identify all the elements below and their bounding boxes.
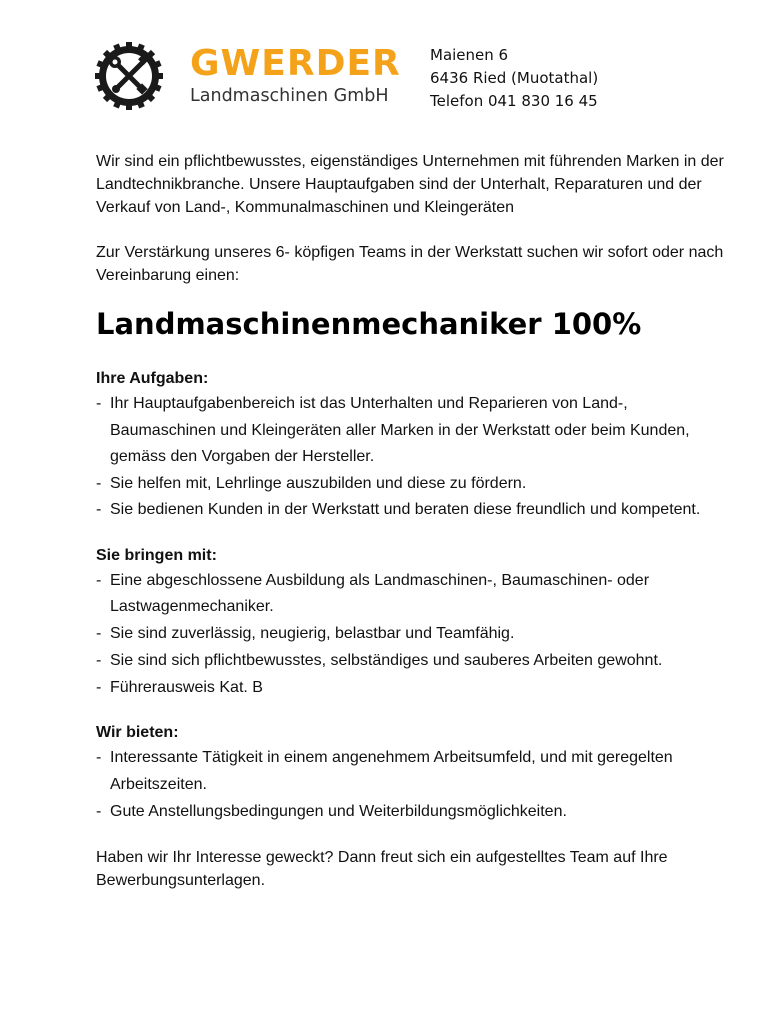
section-heading-offer: Wir bieten: <box>96 724 179 742</box>
brand-block <box>190 44 401 107</box>
job-posting-body <box>96 150 726 892</box>
offer-list <box>96 745 726 825</box>
list-item: - Sie bedienen Kunden in der Werkstatt und beraten diese freundlich und kompetent. <box>96 497 726 524</box>
company-address <box>430 44 598 113</box>
list-marker: - <box>96 501 102 518</box>
list-marker: - <box>96 651 102 669</box>
address-city: 6436 Ried (Muotathal) <box>430 69 599 87</box>
list-item: - Sie helfen mit, Lehrlinge auszubilden und diese zu fördern. <box>96 471 726 498</box>
list-item: - Gute Anstellungsbedingungen und Weiterbildungsmöglichkeiten. <box>96 799 726 826</box>
list-marker: - <box>96 395 102 412</box>
list-marker: - <box>96 678 102 696</box>
section-heading-requirements: Sie bringen mit: <box>96 546 217 564</box>
list-marker: - <box>96 803 102 821</box>
brand-name: GWERDER <box>190 43 401 84</box>
address-street: Maienen 6 <box>430 46 509 64</box>
intro-paragraph-company: Wir sind ein pflichtbewusstes, eigenständiges Unternehmen mit führenden Marken in der Landtechnikbranche. Unsere Hauptaufgaben sind der Unterhalt, Reparaturen und der Verkauf von Land-, Kommunalmaschinen und Kleingeräten <box>96 153 724 216</box>
list-item: - Sie sind sich pflichtbewusstes, selbständiges und sauberes Arbeiten gewohnt. <box>96 648 726 675</box>
job-title: Landmaschinenmechaniker 100% <box>96 307 642 341</box>
intro-paragraph-vacancy: Zur Verstärkung unseres 6- köpfigen Teams in der Werkstatt suchen wir sofort oder nach Vereinbarung einen: <box>96 244 724 284</box>
list-marker: - <box>96 625 102 643</box>
list-marker: - <box>96 571 102 589</box>
closing-paragraph: Haben wir Ihr Interesse geweckt? Dann freut sich ein aufgestelltes Team auf Ihre Bewerbungsunterlagen. <box>96 848 668 889</box>
list-item: - Eine abgeschlossene Ausbildung als Landmaschinen-, Baumaschinen- oder Lastwagenmechaniker. <box>96 568 726 622</box>
gear-wrench-icon <box>94 41 164 111</box>
list-item: - Sie sind zuverlässig, neugierig, belastbar und Teamfähig. <box>96 621 726 648</box>
list-item: - Führerausweis Kat. B <box>96 675 726 702</box>
section-heading-tasks: Ihre Aufgaben: <box>96 370 209 387</box>
list-item: - Interessante Tätigkeit in einem angenehmem Arbeitsumfeld, und mit geregelten Arbeitszeiten. <box>96 745 726 799</box>
address-phone: Telefon 041 830 16 45 <box>430 92 598 110</box>
list-marker: - <box>96 749 102 767</box>
list-item: - Ihr Hauptaufgabenbereich ist das Unterhalten und Reparieren von Land-, Baumaschinen und Kleingeräten aller Marken in der Werkstatt oder beim Kunden, gemäss den Vorgaben der Hersteller. <box>96 391 726 471</box>
list-marker: - <box>96 474 102 492</box>
task-list <box>96 391 726 524</box>
requirements-list <box>96 568 726 702</box>
brand-subtitle: Landmaschinen GmbH <box>190 86 389 106</box>
